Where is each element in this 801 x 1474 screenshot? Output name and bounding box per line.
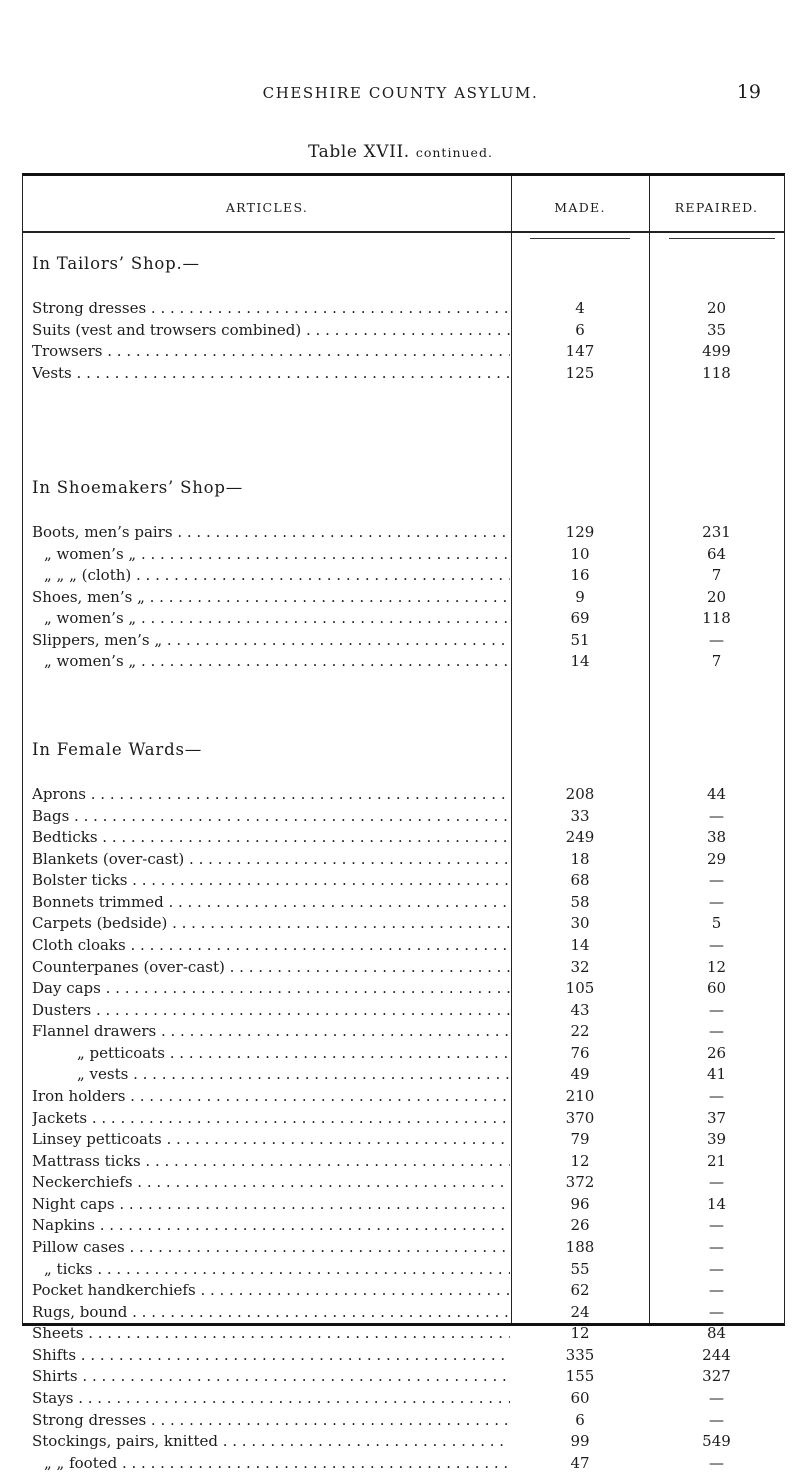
- table-row: [23, 1324, 784, 1344]
- header-made: MADE.: [554, 200, 606, 215]
- made-value: 99: [570, 1432, 590, 1451]
- made-value: 26: [570, 1216, 590, 1235]
- article-label: Blankets (over-cast) . . .: [32, 850, 510, 868]
- repaired-value: —: [709, 806, 724, 825]
- table-row: [23, 1281, 784, 1301]
- page-number: 19: [736, 81, 761, 103]
- table-row: [23, 321, 784, 341]
- table-row: [23, 1022, 784, 1042]
- repaired-value: 21: [706, 1151, 727, 1170]
- article-label: Day caps . . .: [32, 979, 510, 997]
- repaired-value: —: [709, 1259, 724, 1278]
- table-row: [23, 1087, 784, 1107]
- table-row: [23, 631, 784, 651]
- table-row: [23, 1346, 784, 1366]
- made-value: 4: [575, 299, 585, 317]
- repaired-value: 327: [702, 1367, 731, 1386]
- table-row: [23, 1109, 784, 1129]
- made-value: 147: [565, 342, 595, 361]
- made-value: 208: [565, 785, 595, 803]
- article-label: Shifts . . .: [32, 1346, 510, 1364]
- running-head-title: CHESHIRE COUNTY ASYLUM.: [262, 84, 539, 102]
- table-row: [23, 609, 784, 629]
- made-value: 372: [565, 1173, 595, 1192]
- repaired-value: —: [709, 1237, 724, 1256]
- article-label: „ ticks . . .: [32, 1260, 510, 1278]
- article-label: Pillow cases . . .: [32, 1238, 510, 1256]
- article-label: „ petticoats . . .: [32, 1044, 510, 1062]
- article-label: Stays . . .: [32, 1389, 510, 1407]
- repaired-value: —: [709, 1173, 724, 1192]
- repaired-value: —: [709, 1216, 724, 1235]
- repaired-value: —: [709, 1410, 724, 1429]
- section-heading: In Tailors’ Shop.—: [32, 254, 200, 273]
- article-label: „ „ footed . . .: [32, 1454, 510, 1472]
- repaired-value: —: [709, 892, 724, 911]
- made-value: 62: [570, 1281, 590, 1300]
- made-value: 155: [565, 1367, 595, 1386]
- table-row: [23, 785, 784, 805]
- table-row: [23, 364, 784, 384]
- made-value: 55: [570, 1259, 590, 1278]
- table-row: [23, 1238, 784, 1258]
- table-row: [23, 1303, 784, 1323]
- repaired-value: 29: [706, 849, 727, 868]
- repaired-value: —: [709, 630, 724, 649]
- repaired-value: —: [709, 1000, 724, 1019]
- header-repaired: REPAIRED.: [674, 200, 759, 215]
- table-row: [23, 850, 784, 870]
- made-value: 105: [565, 979, 595, 998]
- header-underline-repaired: [669, 238, 775, 239]
- articles-table: [22, 173, 785, 1472]
- repaired-value: 84: [706, 1324, 727, 1343]
- article-label: „ „ „ (cloth) . . .: [32, 566, 510, 584]
- article-label: Pocket handkerchiefs . . .: [32, 1281, 510, 1299]
- repaired-value: 231: [702, 523, 731, 541]
- table-row: [23, 979, 784, 999]
- repaired-value: 41: [706, 1065, 727, 1084]
- article-label: Napkins . . .: [32, 1216, 510, 1234]
- header-rule: [23, 231, 784, 233]
- repaired-value: 20: [706, 299, 727, 317]
- table-row: [23, 1130, 784, 1150]
- table-row: [23, 1367, 784, 1387]
- made-value: 14: [570, 652, 590, 670]
- article-label: Bags . . .: [32, 807, 510, 825]
- made-value: 24: [570, 1302, 590, 1321]
- repaired-value: 44: [706, 785, 727, 803]
- table-row: [23, 936, 784, 956]
- made-value: 76: [570, 1043, 590, 1062]
- article-label: Flannel drawers . . .: [32, 1022, 510, 1040]
- article-label: „ women’s „ . . .: [32, 652, 510, 670]
- repaired-value: —: [709, 1388, 724, 1407]
- article-label: Stockings, pairs, knitted . . .: [32, 1432, 510, 1450]
- table-row: [23, 828, 784, 848]
- table-row: [23, 523, 784, 543]
- made-value: 12: [570, 1324, 590, 1343]
- repaired-value: —: [709, 1302, 724, 1321]
- article-label: Cloth cloaks . . .: [32, 936, 510, 954]
- repaired-value: —: [709, 1022, 724, 1041]
- article-label: Strong dresses . . .: [32, 299, 510, 317]
- repaired-value: —: [709, 1281, 724, 1300]
- table-row: [23, 1065, 784, 1085]
- article-label: Dusters . . .: [32, 1001, 510, 1019]
- repaired-value: 118: [702, 364, 731, 383]
- made-value: 79: [570, 1130, 590, 1149]
- table-row: [23, 1389, 784, 1409]
- repaired-value: 499: [702, 342, 731, 361]
- table-row: [23, 1454, 784, 1474]
- repaired-value: 12: [706, 957, 727, 976]
- section-heading: In Shoemakers’ Shop—: [32, 478, 244, 497]
- table-row: [23, 588, 784, 608]
- made-value: 129: [565, 523, 595, 541]
- table-row: [23, 1001, 784, 1021]
- article-label: Carpets (bedside) . . .: [32, 914, 510, 932]
- article-label: Bolster ticks . . .: [32, 871, 510, 889]
- repaired-value: 35: [706, 320, 727, 339]
- repaired-value: —: [709, 1086, 724, 1105]
- repaired-value: —: [709, 1453, 724, 1472]
- repaired-value: 244: [702, 1345, 731, 1364]
- made-value: 16: [570, 566, 590, 584]
- repaired-value: 118: [702, 609, 731, 627]
- article-label: Strong dresses . . .: [32, 1411, 510, 1429]
- article-label: Mattrass ticks . . .: [32, 1152, 510, 1170]
- made-value: 12: [570, 1151, 590, 1170]
- repaired-value: 7: [711, 652, 722, 670]
- article-label: Rugs, bound . . .: [32, 1303, 510, 1321]
- article-label: Bedticks . . .: [32, 828, 510, 846]
- article-label: Linsey petticoats . . .: [32, 1130, 510, 1148]
- article-label: Vests . . .: [32, 364, 510, 382]
- article-label: „ women’s „ . . .: [32, 545, 510, 563]
- made-value: 210: [565, 1086, 595, 1105]
- article-label: Night caps . . .: [32, 1195, 510, 1213]
- repaired-value: 37: [706, 1108, 727, 1127]
- made-value: 60: [570, 1388, 590, 1407]
- article-label: Suits (vest and trowsers combined) . . .: [32, 321, 510, 339]
- made-value: 51: [570, 630, 590, 649]
- made-value: 188: [565, 1237, 595, 1256]
- table-row: [23, 1411, 784, 1431]
- made-value: 18: [570, 849, 590, 868]
- made-value: 335: [565, 1345, 595, 1364]
- table-row: [23, 871, 784, 891]
- made-value: 49: [570, 1065, 590, 1084]
- repaired-value: 38: [706, 828, 727, 847]
- repaired-value: 20: [706, 587, 727, 606]
- article-label: Trowsers . . .: [32, 342, 510, 360]
- repaired-value: 549: [702, 1432, 731, 1451]
- table-caption: [0, 142, 801, 162]
- made-value: 22: [570, 1022, 590, 1041]
- table-row: [23, 342, 784, 362]
- made-value: 14: [570, 935, 590, 954]
- made-value: 10: [570, 544, 590, 563]
- article-label: Counterpanes (over-cast) . . .: [32, 958, 510, 976]
- article-label: Jackets . . .: [32, 1109, 510, 1127]
- made-value: 370: [565, 1108, 595, 1127]
- repaired-value: 5: [711, 914, 722, 933]
- table-row: [23, 958, 784, 978]
- article-label: „ women’s „ . . .: [32, 609, 510, 627]
- article-label: Boots, men’s pairs . . .: [32, 523, 510, 541]
- made-value: 6: [575, 1410, 585, 1429]
- table-row: [23, 1044, 784, 1064]
- table-row: [23, 545, 784, 565]
- made-value: 6: [575, 320, 585, 339]
- table-row: [23, 1432, 784, 1452]
- made-value: 96: [570, 1194, 590, 1213]
- made-value: 68: [570, 871, 590, 890]
- repaired-value: —: [709, 871, 724, 890]
- table-row: [23, 1152, 784, 1172]
- table-row: [23, 807, 784, 827]
- article-label: Sheets . . .: [32, 1324, 510, 1342]
- repaired-value: 39: [706, 1130, 727, 1149]
- header-articles: ARTICLES.: [225, 200, 309, 215]
- table-row: [23, 1260, 784, 1280]
- table-row: [23, 893, 784, 913]
- table-row: [23, 299, 784, 319]
- running-head: [0, 81, 801, 108]
- table-caption-main: Table XVII.: [308, 142, 410, 162]
- made-value: 47: [570, 1453, 590, 1472]
- table-row: [23, 1195, 784, 1215]
- made-value: 58: [570, 892, 590, 911]
- repaired-value: —: [709, 935, 724, 954]
- table-row: [23, 566, 784, 586]
- made-value: 33: [570, 806, 590, 825]
- header-underline-made: [530, 238, 630, 239]
- article-label: Shoes, men’s „ . . .: [32, 588, 510, 606]
- article-label: Bonnets trimmed . . .: [32, 893, 510, 911]
- section-heading: In Female Wards—: [32, 740, 203, 759]
- article-label: Slippers, men’s „ . . .: [32, 631, 510, 649]
- made-value: 30: [570, 914, 590, 933]
- table-row: [23, 1173, 784, 1193]
- made-value: 32: [570, 957, 590, 976]
- article-label: Iron holders . . .: [32, 1087, 510, 1105]
- article-label: „ vests . . .: [32, 1065, 510, 1083]
- table-row: [23, 914, 784, 934]
- repaired-value: 7: [711, 566, 722, 584]
- made-value: 43: [570, 1000, 590, 1019]
- made-value: 69: [570, 609, 590, 627]
- repaired-value: 14: [706, 1194, 727, 1213]
- made-value: 125: [565, 364, 595, 383]
- table-row: [23, 1216, 784, 1236]
- article-label: Shirts . . .: [32, 1367, 510, 1385]
- article-label: Aprons . . .: [32, 785, 510, 803]
- repaired-value: 26: [706, 1043, 727, 1062]
- made-value: 249: [565, 828, 595, 847]
- article-label: Neckerchiefs . . .: [32, 1173, 510, 1191]
- table-row: [23, 652, 784, 672]
- repaired-value: 64: [706, 544, 727, 563]
- repaired-value: 60: [706, 979, 727, 998]
- table-caption-continued: continued.: [415, 145, 493, 160]
- made-value: 9: [575, 587, 585, 606]
